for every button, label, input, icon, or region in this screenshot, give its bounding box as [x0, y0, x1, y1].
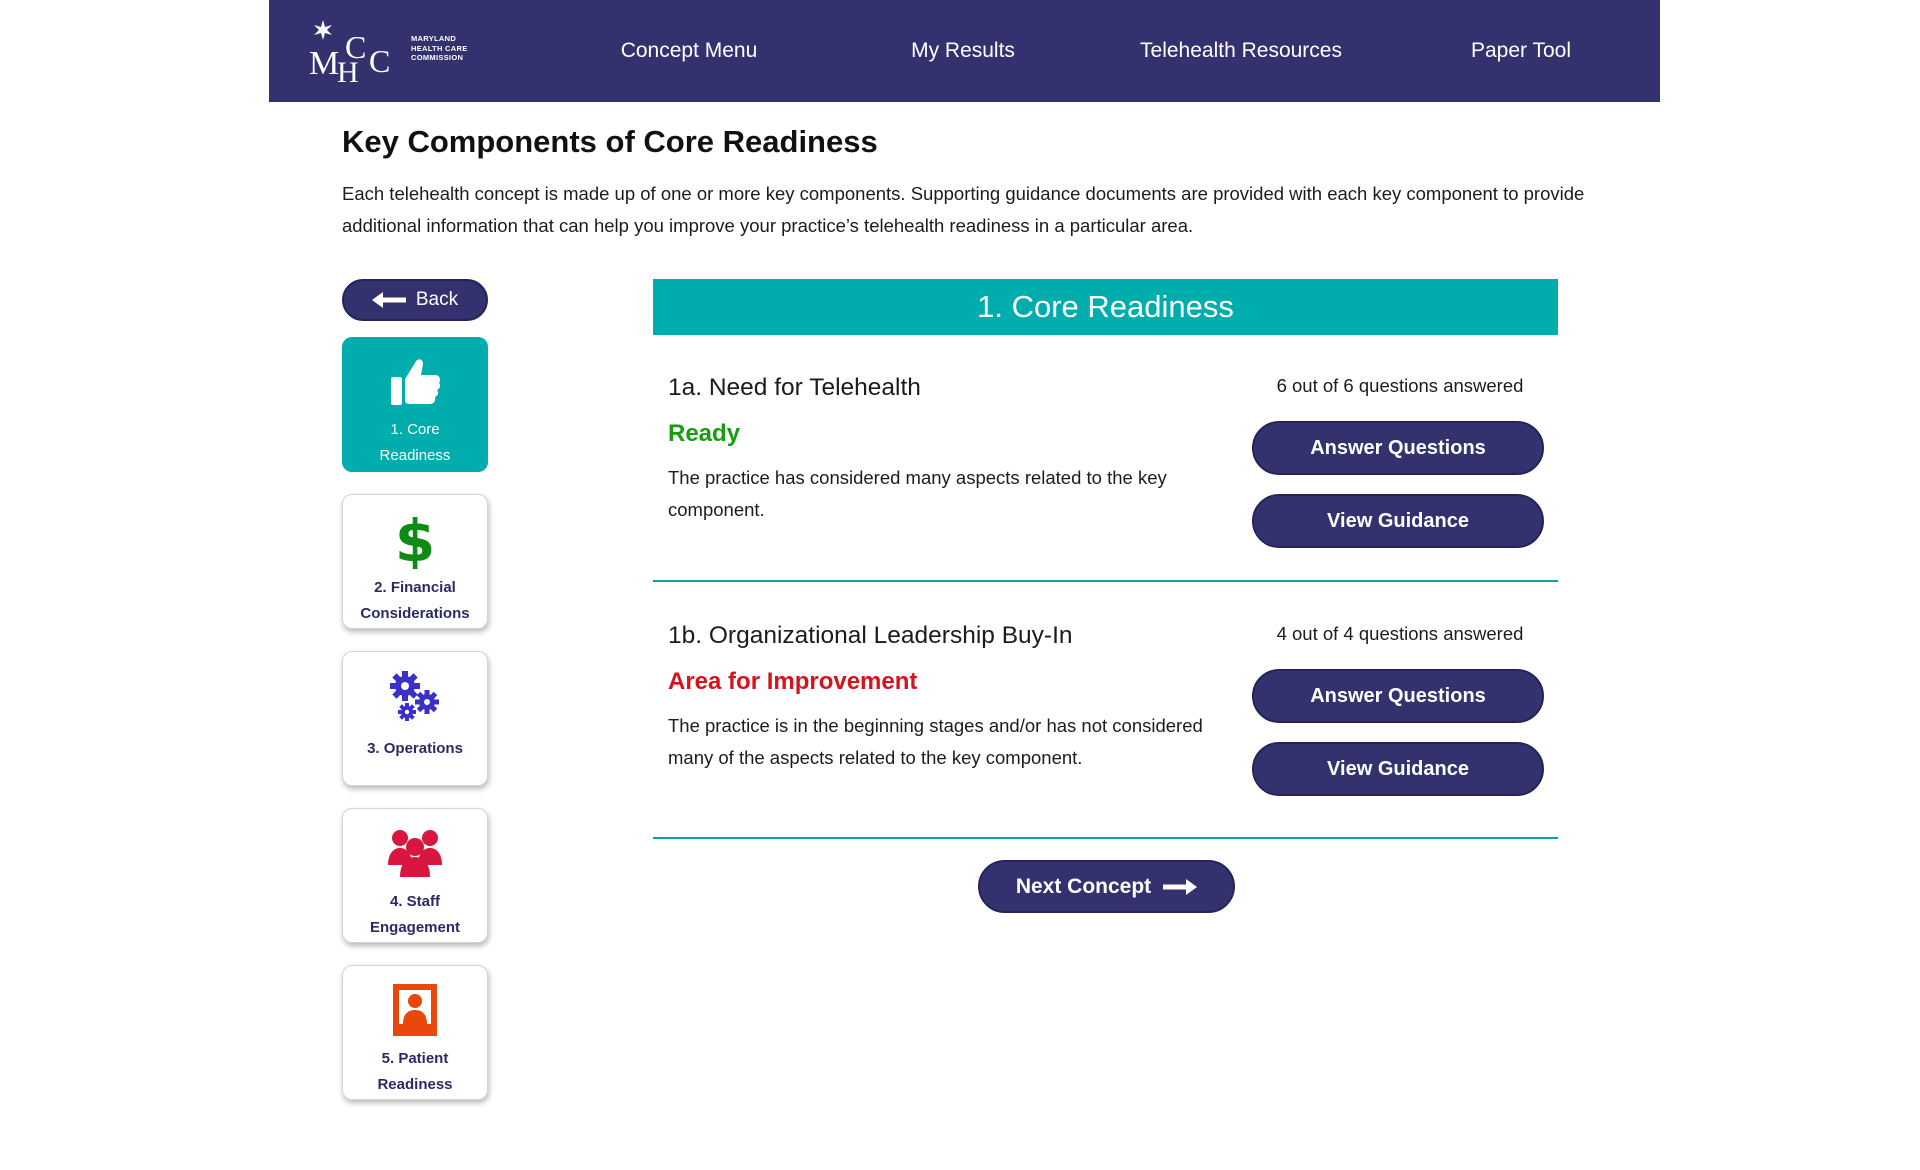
svg-text:$: $	[394, 509, 436, 569]
concept-tile-patient-readiness[interactable]	[342, 965, 488, 1100]
next-concept-label: Next Concept	[1015, 874, 1152, 898]
questions-answered-count: 4 out of 4 questions answered	[1276, 623, 1524, 644]
component-description: The practice has considered many aspects related to the key component.	[668, 467, 1167, 520]
patient-badge-icon	[383, 978, 447, 1042]
arrow-right-icon	[1163, 879, 1197, 895]
dollar-icon	[383, 507, 447, 571]
concept-tile-staff-engagement[interactable]	[342, 808, 488, 943]
concept-tile-core-readiness[interactable]	[342, 337, 488, 472]
back-label: Back	[415, 289, 459, 310]
view-guidance-button[interactable]: View Guidance	[1252, 494, 1544, 548]
mhcc-logo[interactable]	[307, 16, 487, 86]
concept-tile-operations[interactable]	[342, 651, 488, 786]
svg-text:C: C	[369, 43, 391, 79]
nav-my-results[interactable]: My Results	[911, 39, 1015, 62]
concept-tile-label: 2. Financial Considerations	[360, 579, 470, 622]
arrow-left-icon	[372, 292, 406, 308]
thumbs-up-icon	[383, 349, 447, 413]
component-title: 1b. Organizational Leadership Buy-In	[668, 622, 1073, 649]
status-ready: Ready	[668, 420, 741, 447]
concept-tile-label: 1. Core Readiness	[379, 421, 451, 464]
concept-tile-label: 5. Patient Readiness	[377, 1050, 453, 1093]
page-intro: Each telehealth concept is made up of one or more key components. Supporting guidance documents are provided with each key component to provide additional information that can help you improve your practice’s telehealth readiness in a particular area.	[342, 183, 1585, 236]
page-title: Key Components of Core Readiness	[342, 124, 878, 159]
section-divider	[653, 837, 1558, 839]
component-description: The practice is in the beginning stages and/or has not considered many of the aspects related to the key component.	[668, 715, 1203, 768]
gears-icon	[383, 664, 447, 728]
nav-telehealth-resources[interactable]: Telehealth Resources	[1140, 39, 1342, 62]
questions-answered-count: 6 out of 6 questions answered	[1276, 375, 1524, 396]
svg-text:C: C	[345, 29, 367, 65]
mhcc-logo-mark	[307, 16, 407, 86]
back-button[interactable]	[342, 279, 488, 321]
svg-text:M: M	[309, 45, 340, 82]
top-header	[269, 0, 1660, 102]
people-icon	[383, 821, 447, 885]
nav-paper-tool[interactable]: Paper Tool	[1470, 39, 1572, 62]
concept-tile-label: 4. Staff Engagement	[369, 893, 460, 936]
answer-questions-button[interactable]: Answer Questions	[1252, 669, 1544, 723]
svg-text:H: H	[337, 56, 359, 86]
nav-concept-menu[interactable]: Concept Menu	[620, 39, 758, 62]
status-area-for-improvement: Area for Improvement	[668, 668, 918, 695]
concept-tile-label: 3. Operations	[367, 740, 463, 757]
section-divider	[653, 580, 1558, 582]
next-concept-button[interactable]	[978, 860, 1235, 913]
logo-text: MARYLAND HEALTH CARE COMMISSION	[411, 34, 468, 62]
answer-questions-button[interactable]: Answer Questions	[1252, 421, 1544, 475]
concept-tile-financial[interactable]	[342, 494, 488, 629]
concept-banner: 1. Core Readiness	[653, 279, 1558, 335]
component-title: 1a. Need for Telehealth	[668, 374, 921, 401]
view-guidance-button[interactable]: View Guidance	[1252, 742, 1544, 796]
